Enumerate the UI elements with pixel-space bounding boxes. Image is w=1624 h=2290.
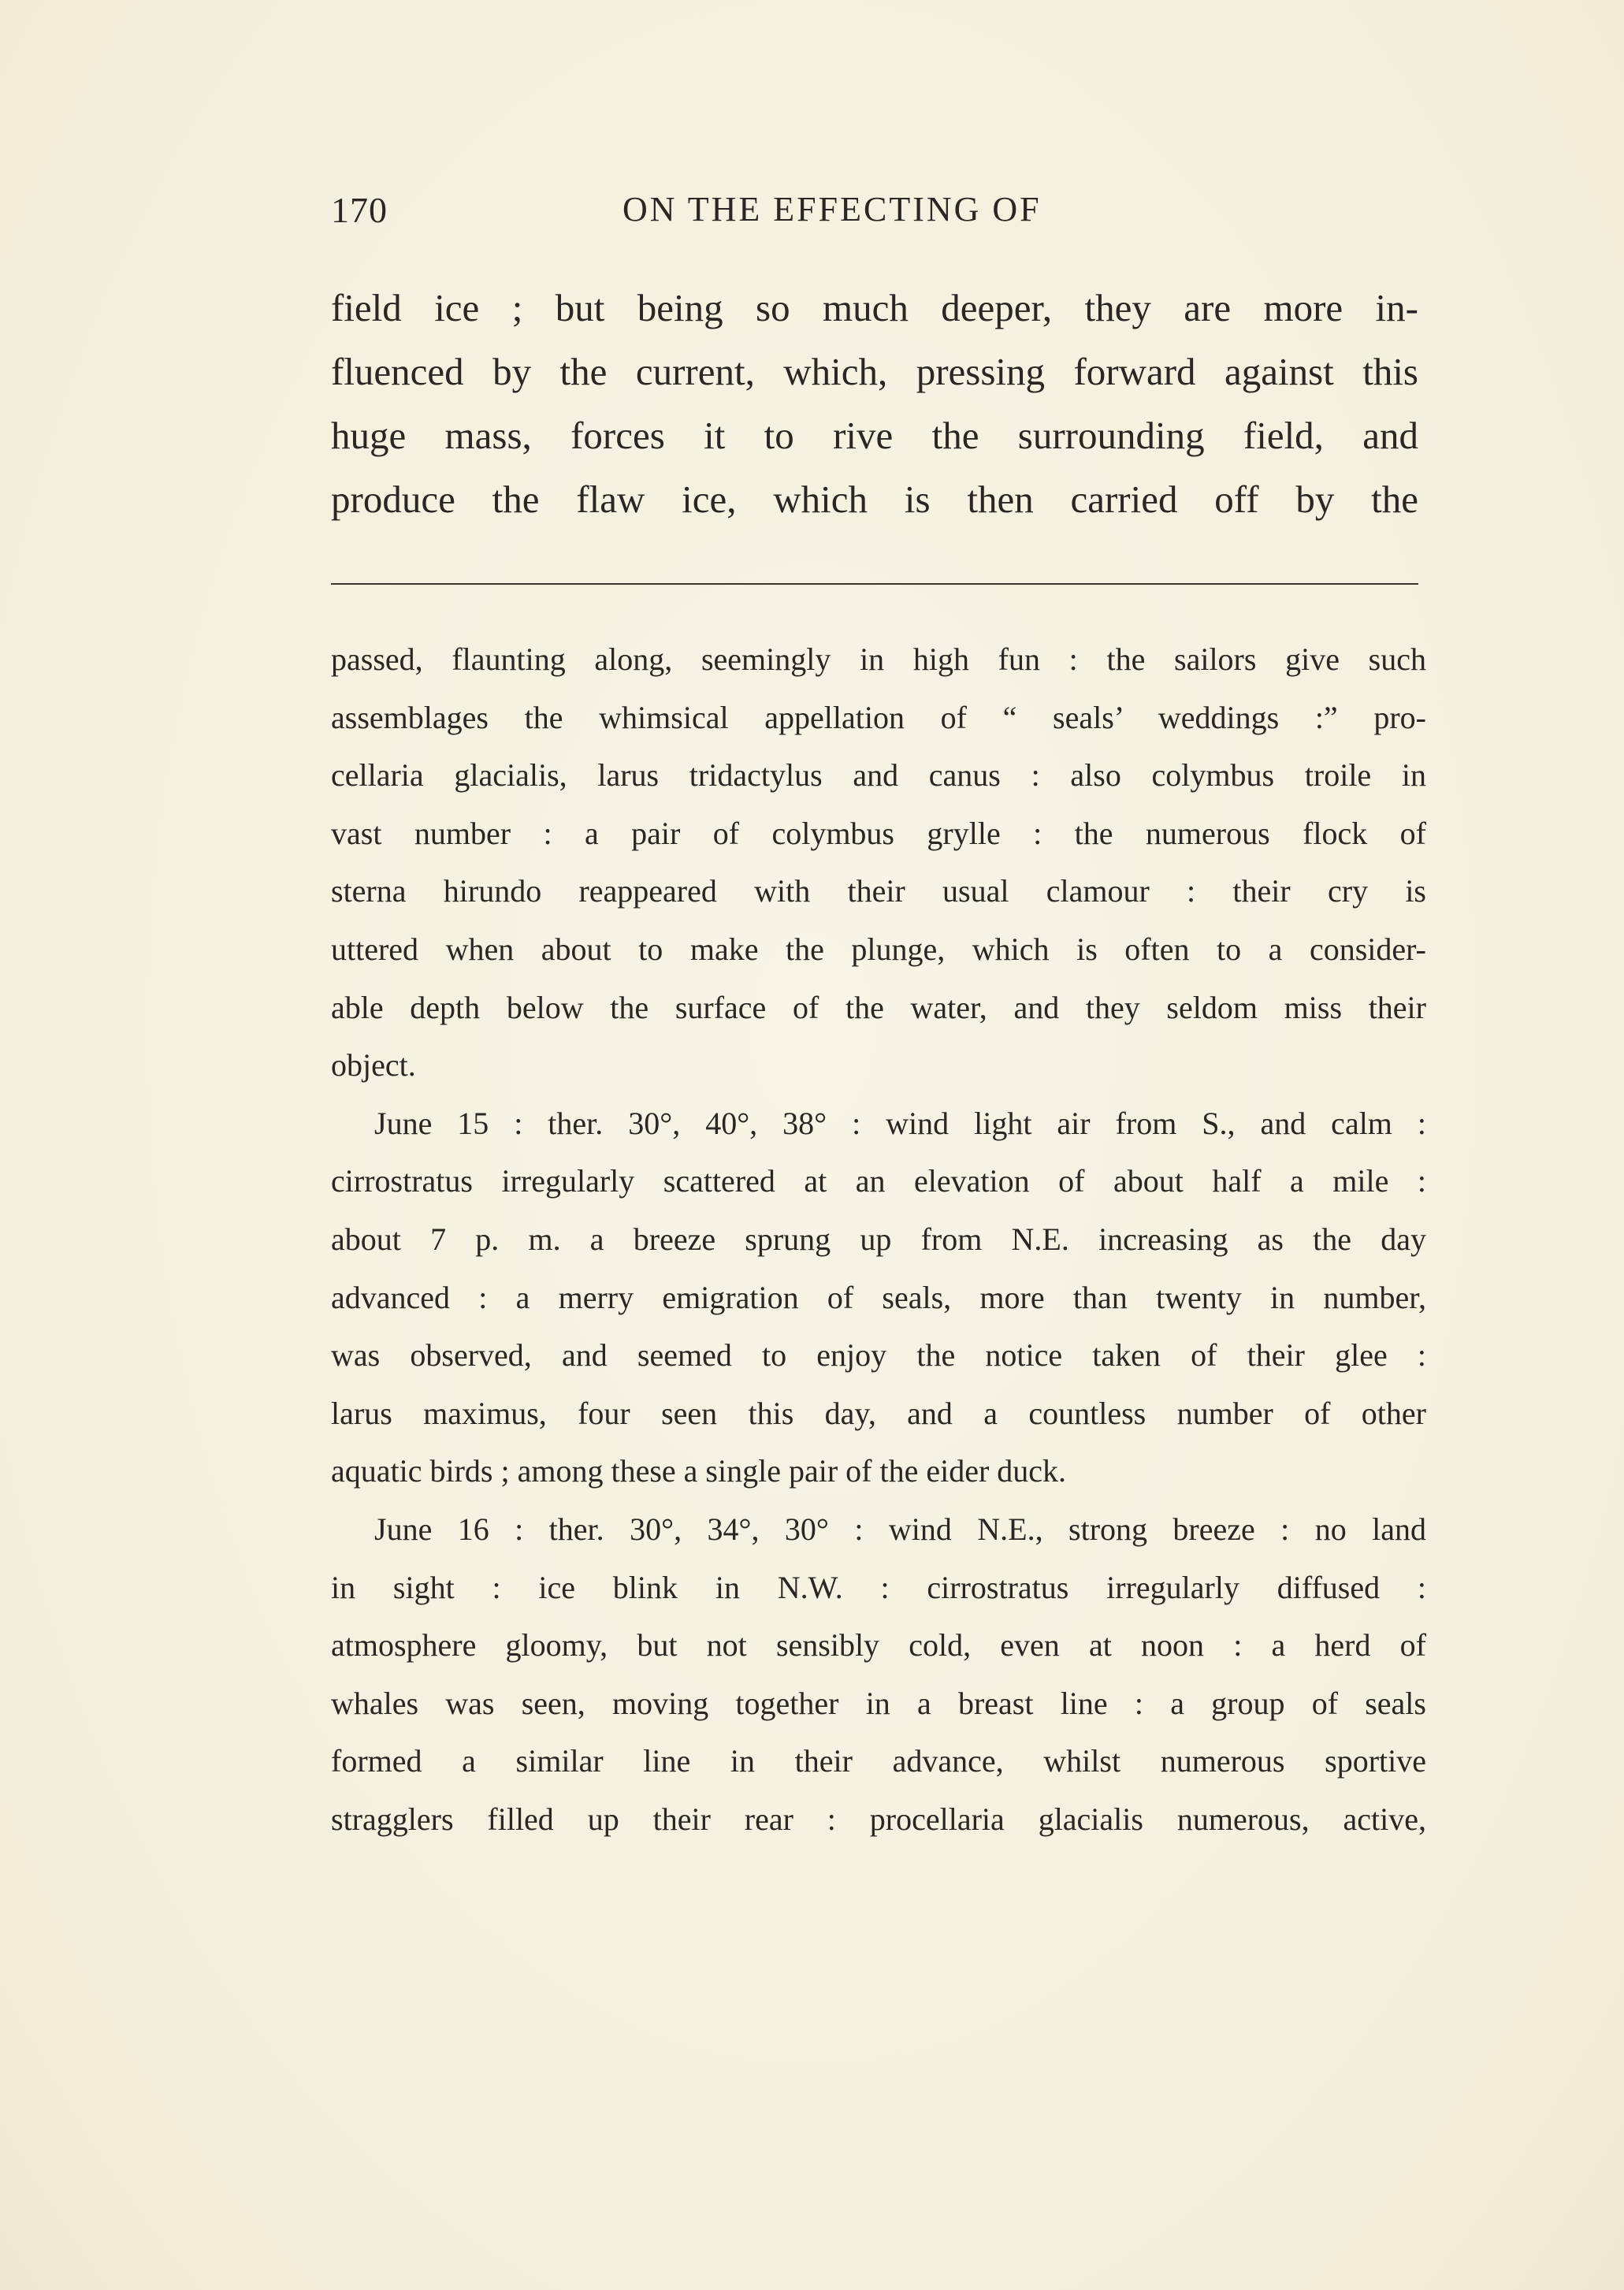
- footnote-line: aquatic birds ; among these a single pair of the eider duck.: [331, 1453, 1067, 1489]
- footnote-line: atmosphere gloomy, but not sensibly cold, even at noon : a herd of: [331, 1627, 1426, 1664]
- footnote-line: cirrostratus irregularly scattered at an elevation of about half a mile :: [331, 1163, 1426, 1199]
- footnote-line: advanced : a merry emigration of seals, more than twenty in number,: [331, 1279, 1426, 1315]
- main-text-line: huge mass, forces it to rive the surrounding field, and: [331, 414, 1418, 457]
- footnote-line: able depth below the surface of the water, and they seldom miss their: [331, 989, 1426, 1025]
- footnote-line: passed, flaunting along, seemingly in high fun : the sailors give such: [331, 641, 1426, 677]
- footnote-line: larus maximus, four seen this day, and a countless number of other: [331, 1395, 1426, 1431]
- footnote-line: about 7 p. m. a breeze sprung up from N.E. increasing as the day: [331, 1221, 1426, 1257]
- footnote-line: uttered when about to make the plunge, which is often to a consider-: [331, 931, 1426, 967]
- footnote-line: whales was seen, moving together in a breast line : a group of seals: [331, 1685, 1426, 1721]
- footnote-line: in sight : ice blink in N.W. : cirrostratus irregularly diffused :: [331, 1569, 1426, 1605]
- main-text-line: field ice ; but being so much deeper, they are more in-: [331, 286, 1418, 329]
- footnote-line: sterna hirundo reappeared with their usual clamour : their cry is: [331, 873, 1426, 909]
- footnote-line: June 16 : ther. 30°, 34°, 30° : wind N.E., strong breeze : no land: [374, 1511, 1426, 1547]
- running-head: ON THE EFFECTING OF: [622, 190, 1042, 229]
- footnote-line: cellaria glacialis, larus tridactylus and canus : also colymbus troile in: [331, 757, 1426, 794]
- footnote-divider: [331, 583, 1418, 585]
- main-text-line: fluenced by the current, which, pressing forward against this: [331, 350, 1418, 393]
- page-number: 170: [331, 190, 388, 230]
- footnote-block: [331, 630, 1426, 1848]
- footnote-line: June 15 : ther. 30°, 40°, 38° : wind light air from S., and calm :: [374, 1105, 1426, 1141]
- footnote-line: assemblages the whimsical appellation of “ seals’ weddings :” pro-: [331, 699, 1426, 735]
- footnote-line: stragglers filled up their rear : procellaria glacialis numerous, active,: [331, 1801, 1426, 1837]
- main-paragraph: [331, 276, 1418, 531]
- footnote-line: was observed, and seemed to enjoy the notice taken of their glee :: [331, 1337, 1426, 1374]
- main-text-line: produce the flaw ice, which is then carried off by the: [331, 478, 1418, 521]
- footnote-line: vast number : a pair of colymbus grylle : the numerous flock of: [331, 815, 1426, 851]
- page-header: [331, 189, 1418, 244]
- footnote-line: formed a similar line in their advance, whilst numerous sportive: [331, 1743, 1426, 1779]
- footnote-line: object.: [331, 1047, 416, 1084]
